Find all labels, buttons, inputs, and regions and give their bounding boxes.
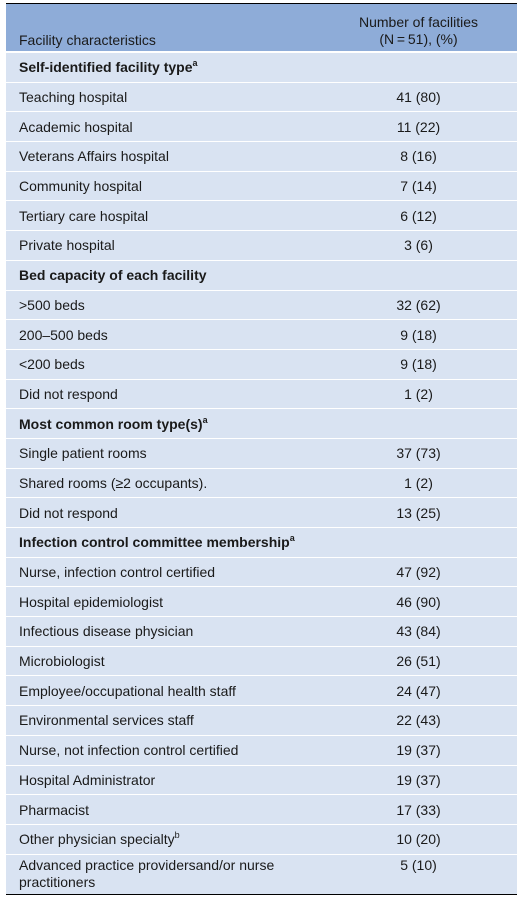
table-row xyxy=(6,735,517,765)
row-value: 24 (47) xyxy=(396,682,441,699)
row-label-text: Environmental services staff xyxy=(19,712,194,729)
row-label xyxy=(6,445,320,461)
row-label-text: Employee/occupational health staff xyxy=(19,682,236,699)
row-value: 41 (80) xyxy=(396,89,441,106)
section-title-text: Most common room type(s) xyxy=(19,415,203,432)
section-title xyxy=(6,267,320,283)
row-value: 37 (73) xyxy=(396,445,441,462)
row-value: 46 (90) xyxy=(396,593,441,610)
row-label-text: Hospital epidemiologist xyxy=(19,593,163,610)
row-label-text: Did not respond xyxy=(19,504,118,521)
header-col2-line1: Number of facilities xyxy=(358,14,479,30)
section-header-row xyxy=(6,527,517,557)
table-header xyxy=(6,4,517,52)
row-label-text: <200 beds xyxy=(19,356,85,373)
table-row xyxy=(6,111,517,141)
row-value: 19 (37) xyxy=(396,742,441,759)
row-value: 19 (37) xyxy=(396,771,441,788)
row-label xyxy=(6,297,320,313)
row-label-text: Single patient rooms xyxy=(19,445,147,462)
row-label-text: Shared rooms (≥2 occupants). xyxy=(19,474,208,491)
table-row xyxy=(6,200,517,230)
table-row xyxy=(6,141,517,171)
table-row xyxy=(6,230,517,260)
row-value: 8 (16) xyxy=(400,148,437,165)
header-col2-line2: (N = 51), (%) xyxy=(379,31,458,47)
header-col1-label: Facility characteristics xyxy=(19,32,156,48)
row-label-text: Pharmacist xyxy=(19,801,90,818)
table-row xyxy=(6,349,517,379)
row-value: 9 (18) xyxy=(400,326,437,343)
table-body xyxy=(6,52,517,894)
section-title xyxy=(6,59,320,75)
row-label-text: >500 beds xyxy=(19,296,85,313)
footnote-marker: a xyxy=(192,58,198,69)
row-label xyxy=(6,564,320,580)
row-value: 5 (10) xyxy=(400,856,437,873)
section-title-text: Self-identified facility type xyxy=(19,59,193,76)
section-title xyxy=(6,416,320,432)
table-row xyxy=(6,319,517,349)
row-label-text: Nurse, not infection control certified xyxy=(19,742,239,759)
row-value: 3 (6) xyxy=(404,237,433,254)
row-label-text: Academic hospital xyxy=(19,118,133,135)
table-row xyxy=(6,290,517,320)
table-row xyxy=(6,497,517,527)
row-value: 9 (18) xyxy=(400,356,437,373)
row-label xyxy=(6,178,320,194)
section-header-row xyxy=(6,260,517,290)
row-label xyxy=(6,594,320,610)
row-label xyxy=(6,653,320,669)
row-label-text: Nurse, infection control certified xyxy=(19,564,216,581)
row-value: 26 (51) xyxy=(396,653,441,670)
row-label xyxy=(6,772,320,788)
table-row xyxy=(6,82,517,112)
row-label xyxy=(6,237,320,253)
row-label-text: Did not respond xyxy=(19,385,118,402)
row-label xyxy=(6,148,320,164)
table-row xyxy=(6,794,517,824)
facility-characteristics-table xyxy=(6,3,517,895)
row-value: 17 (33) xyxy=(396,801,441,818)
row-label-text: Microbiologist xyxy=(19,653,105,670)
footnote-marker: a xyxy=(202,414,208,425)
footnote-marker: b xyxy=(174,830,180,841)
table-row xyxy=(6,765,517,795)
row-value: 47 (92) xyxy=(396,564,441,581)
row-label xyxy=(6,742,320,758)
row-label xyxy=(6,712,320,728)
row-label xyxy=(6,802,320,818)
section-title-text: Bed capacity of each facility xyxy=(19,267,207,284)
row-label-text: Private hospital xyxy=(19,237,115,254)
row-label-text: Community hospital xyxy=(19,178,142,195)
row-value: 22 (43) xyxy=(396,712,441,729)
row-label xyxy=(6,89,320,105)
footnote-marker: a xyxy=(289,533,295,544)
row-label xyxy=(6,386,320,402)
row-label-text: Veterans Affairs hospital xyxy=(19,148,169,165)
section-header-row xyxy=(6,408,517,438)
row-label xyxy=(6,857,320,891)
row-label-text: Advanced practice providersand/or nurse practitioners xyxy=(19,856,275,890)
row-value: 32 (62) xyxy=(396,296,441,313)
header-facility-characteristics xyxy=(6,4,320,51)
row-label-text: Infectious disease physician xyxy=(19,623,194,640)
row-label xyxy=(6,475,320,491)
table-row xyxy=(6,557,517,587)
table-row xyxy=(6,586,517,616)
table-row xyxy=(6,616,517,646)
row-value: 10 (20) xyxy=(396,831,441,848)
table-row xyxy=(6,438,517,468)
section-title-text: Infection control committee membership xyxy=(19,534,290,551)
table-row xyxy=(6,675,517,705)
row-label xyxy=(6,119,320,135)
row-label xyxy=(6,623,320,639)
row-label xyxy=(6,505,320,521)
table-row xyxy=(6,646,517,676)
row-value: 1 (2) xyxy=(404,474,433,491)
row-label-text: 200–500 beds xyxy=(19,326,108,343)
row-label-text: Teaching hospital xyxy=(19,89,128,106)
section-title xyxy=(6,534,320,550)
row-label-text: Hospital Administrator xyxy=(19,771,156,788)
row-value: 1 (2) xyxy=(404,385,433,402)
row-label-text: Tertiary care hospital xyxy=(19,207,149,224)
row-value: 6 (12) xyxy=(400,207,437,224)
row-label xyxy=(6,683,320,699)
row-value: 11 (22) xyxy=(396,118,441,135)
table-row xyxy=(6,468,517,498)
row-value: 7 (14) xyxy=(400,178,437,195)
row-label xyxy=(6,327,320,343)
table-row xyxy=(6,854,517,894)
table-row xyxy=(6,705,517,735)
row-label-text: Other physician specialty xyxy=(19,831,175,848)
row-label xyxy=(6,831,320,847)
table-row xyxy=(6,379,517,409)
section-header-row xyxy=(6,52,517,82)
row-value: 13 (25) xyxy=(396,504,441,521)
table-row xyxy=(6,171,517,201)
row-label xyxy=(6,208,320,224)
row-label xyxy=(6,356,320,372)
row-value: 43 (84) xyxy=(396,623,441,640)
header-number-of-facilities xyxy=(320,4,517,51)
table-row xyxy=(6,824,517,854)
